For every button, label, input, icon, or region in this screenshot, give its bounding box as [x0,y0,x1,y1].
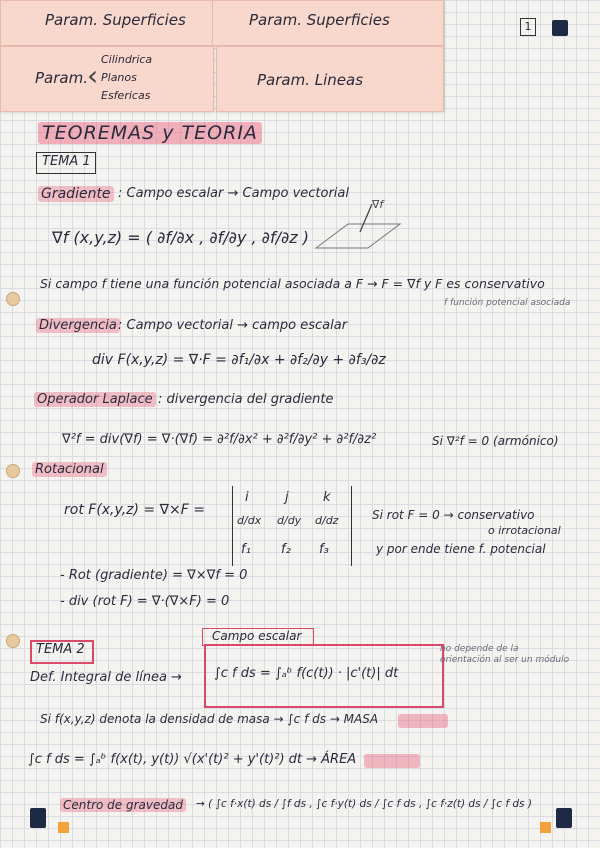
page-number: 1 [524,20,532,33]
corner-logo-icon-bottom-right [556,808,572,828]
area-highlight [364,754,420,768]
rotacional-title: Rotacional [32,462,107,477]
rotacional-note1: Si rot F = 0 → conservativo [372,508,535,522]
sketch-label: ∇f [372,198,384,211]
conservativo-text: Si campo f tiene una función potencial asociada a F → F = ∇f y F es conservativo [40,276,545,291]
area-formula: ∫c f ds = ∫ₐᵇ f(x(t), y(t)) √(x'(t)² + y'(t)²) dt → ÁREA [28,752,357,767]
binder-hole [6,634,20,648]
gradiente-formula: ∇f (x,y,z) = ( ∂f/∂x , ∂f/∂y , ∂f/∂z ) [52,228,309,247]
conservativo-note: f función potencial asociada [444,298,571,308]
orange-marker-right [540,822,551,833]
corner-logo-icon [552,20,568,36]
tab-label-prefix: Param. [35,69,88,87]
divergencia-title: Divergencia [36,318,120,333]
det-cell: f₂ [281,542,291,557]
laplace-note: Si ∇²f = 0 (armónico) [432,434,559,448]
laplace-formula: ∇²f = div(∇f) = ∇·(∇f) = ∂²f/∂x² + ∂²f/∂y² + ∂²f/∂z² [62,432,377,447]
determinant [232,486,352,566]
det-cell: d/dx [237,514,262,527]
det-cell: d/dz [315,514,339,527]
tab-param-cilindrica[interactable] [0,46,214,112]
tema1-label: TEMA 1 [42,154,91,169]
det-cell: k [323,490,331,505]
tab-item-esfericas: Esfericas [101,89,151,102]
tab-item-planos: Planos [101,71,137,84]
orange-marker-left [58,822,69,833]
det-cell: i [245,490,249,505]
tab-param-lineas[interactable] [216,46,444,112]
tab-param-superficies-right[interactable] [212,0,444,46]
identity-rot-grad: - Rot (gradiente) = ∇×∇f = 0 [60,568,248,583]
centro-title: Centro de gravedad [60,798,186,812]
binder-hole [6,292,20,306]
page-number-box [520,18,536,36]
tab-item-cilindrica: Cilindrica [101,53,153,66]
divergencia-formula: div F(x,y,z) = ∇·F = ∂f₁/∂x + ∂f₂/∂y + ∂f₃/∂z [92,352,386,368]
laplace-desc: : divergencia del gradiente [158,392,334,407]
centro-formula: → ( ∫c f·x(t) ds / ∫f ds , ∫c f·y(t) ds / ∫c f ds , ∫c f·z(t) ds / ∫c f ds ) [196,798,532,810]
rotacional-note2: y por ende tiene f. potencial [376,542,546,556]
rotacional-note1b: o irrotacional [488,524,561,537]
gradiente-desc: : Campo escalar → Campo vectorial [118,186,349,201]
tema2-label: TEMA 2 [36,642,85,657]
tab-param-superficies-left[interactable] [0,0,214,46]
gradient-sketch [308,196,408,254]
det-cell: f₁ [241,542,251,557]
sketch-arrow [360,204,372,232]
det-cell: j [285,490,289,505]
tab-label: Param. Superficies [249,11,390,29]
rotacional-formula: rot F(x,y,z) = ∇×F = [64,502,205,518]
def-integral: Def. Integral de línea → [30,670,182,685]
integral-note: no depende de la orientación al ser un módulo [440,644,570,665]
tab-label: Param. Superficies [45,11,186,29]
det-cell: f₃ [319,542,329,557]
tab-label: Param. Lineas [257,71,364,89]
page-title: TEOREMAS y TEORIA [38,122,262,144]
integral-formula: ∫c f ds = ∫ₐᵇ f(c(t)) · |c'(t)| dt [214,666,399,681]
sketch-plane [316,224,400,248]
masa-highlight [398,714,448,728]
laplace-title: Operador Laplace [34,392,156,407]
campo-escalar-label: Campo escalar [212,629,302,643]
det-cell: d/dy [277,514,302,527]
binder-hole [6,464,20,478]
gradiente-title: Gradiente [38,186,114,202]
densidad-text: Si f(x,y,z) denota la densidad de masa → ∫c f ds → MASA [40,712,379,726]
brace-icon: ‹ [87,59,99,92]
corner-logo-icon-bottom-left [30,808,46,828]
identity-div-rot: - div (rot F) = ∇·(∇×F) = 0 [60,594,230,609]
divergencia-desc: : Campo vectorial → campo escalar [118,318,348,333]
